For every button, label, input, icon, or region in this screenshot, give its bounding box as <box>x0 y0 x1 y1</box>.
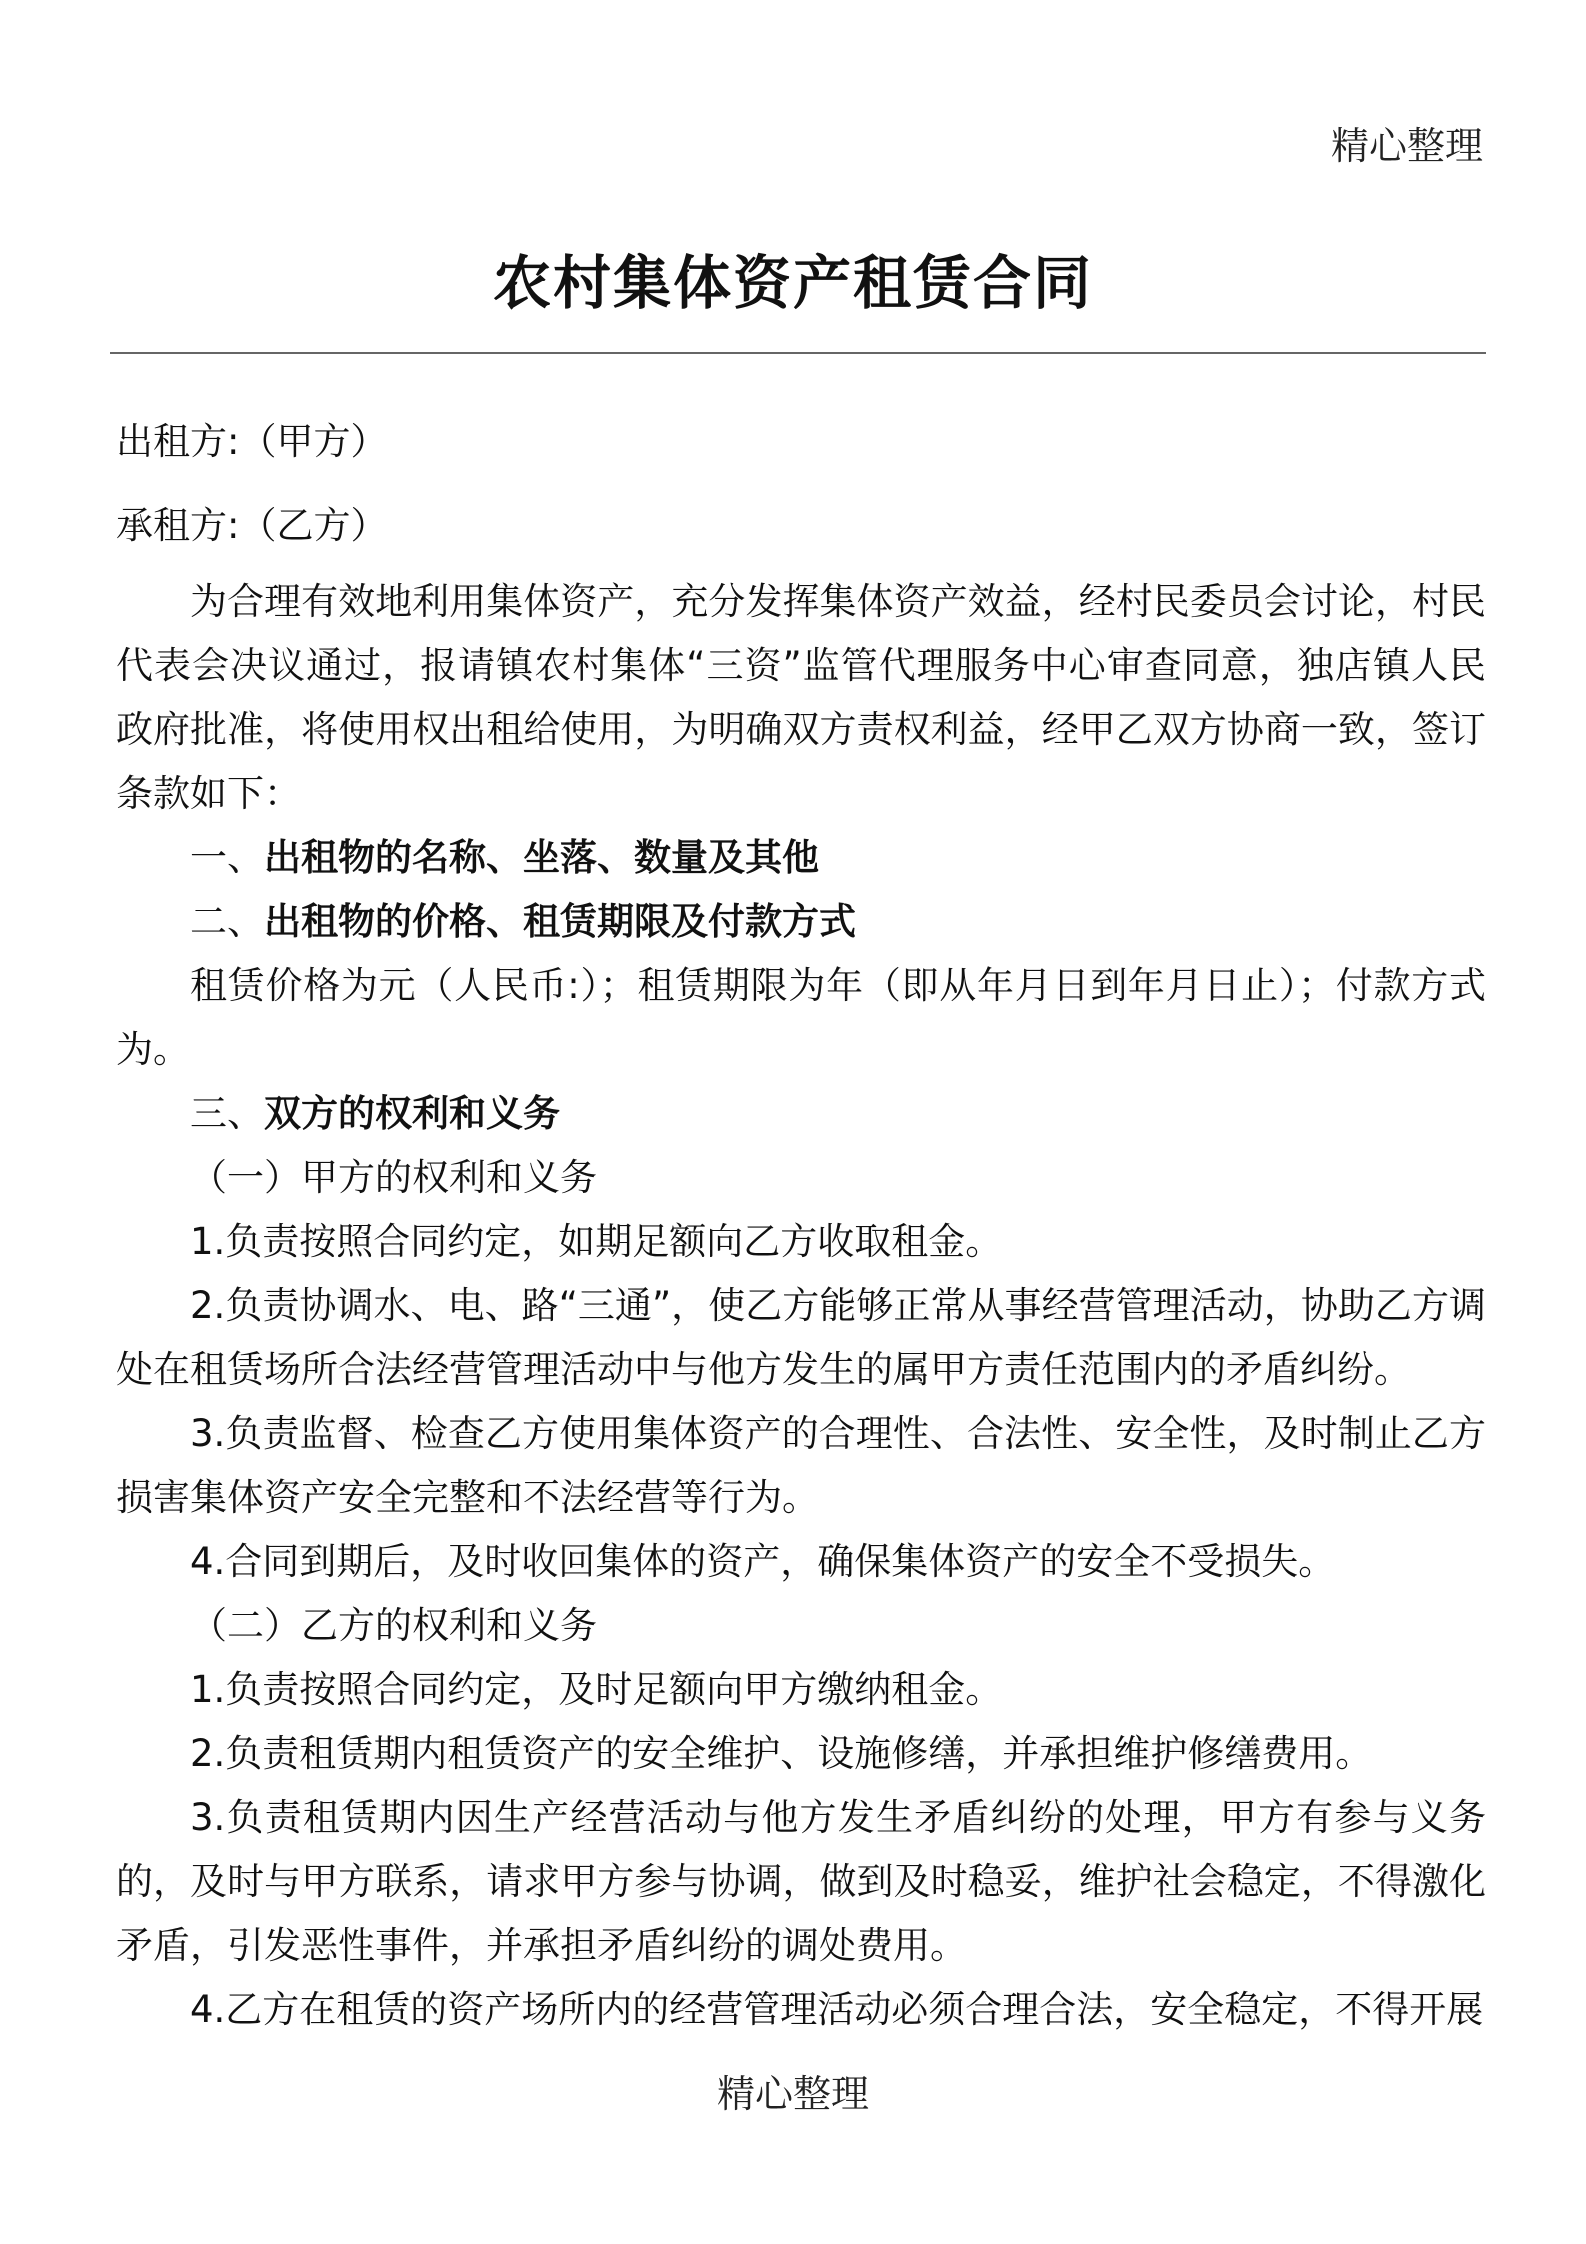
section-number: 二、 <box>190 900 264 943</box>
party-a-item: 4.合同到期后，及时收回集体的资产，确保集体资产的安全不受损失。 <box>190 1540 1336 1583</box>
party-b-item: 1.负责按照合同约定，及时足额向甲方缴纳租金。 <box>190 1668 1003 1711</box>
section-1-heading <box>116 826 1486 890</box>
section-number: 三、 <box>190 1092 264 1135</box>
title-divider <box>110 352 1486 354</box>
document-title: 农村集体资产租赁合同 <box>492 249 1093 317</box>
section-title: 出租物的价格、租赁期限及付款方式 <box>264 900 856 943</box>
party-b-item: 2.负责租赁期内租赁资产的安全维护、设施修缮，并承担维护修缮费用。 <box>190 1732 1373 1775</box>
section-2-heading <box>116 890 1486 954</box>
party-b-item: 4.乙方在租赁的资产场所内的经营管理活动必须合理合法，安全稳定，不得开展 <box>190 1988 1484 2031</box>
contract-body <box>116 410 1486 2042</box>
footer-watermark: 精心整理 <box>716 2072 869 2116</box>
section-title: 双方的权利和义务 <box>264 1092 560 1135</box>
lessee-line: 承租方:（乙方） <box>116 504 388 547</box>
party-a-heading: （一）甲方的权利和义务 <box>190 1156 597 1199</box>
party-b-item: 3.负责租赁期内因生产经营活动与他方发生矛盾纠纷的处理，甲方有参与义务的，及时与甲方联系，请求甲方参与协调，做到及时稳妥，维护社会稳定，不得激化矛盾，引发恶性事件，并承担矛盾纠纷的调处费用。 <box>116 1796 1486 1967</box>
section-number: 一、 <box>190 836 264 879</box>
section-2-paragraph: 租赁价格为元（人民币:）；租赁期限为年（即从年月日到年月日止）；付款方式为。 <box>116 964 1486 1071</box>
section-title: 出租物的名称、坐落、数量及其他 <box>264 836 819 879</box>
party-a-item: 3.负责监督、检查乙方使用集体资产的合理性、合法性、安全性，及时制止乙方损害集体资产安全完整和不法经营等行为。 <box>116 1412 1486 1519</box>
party-a-item: 1.负责按照合同约定，如期足额向乙方收取租金。 <box>190 1220 1003 1263</box>
party-b-heading: （二）乙方的权利和义务 <box>190 1604 597 1647</box>
preamble-paragraph: 为合理有效地利用集体资产，充分发挥集体资产效益，经村民委员会讨论，村民代表会决议通过，报请镇农村集体“三资”监管代理服务中心审查同意，独店镇人民政府批准，将使用权出租给使用，为明确双方责权利益，经甲乙双方协商一致，签订条款如下： <box>116 580 1486 815</box>
lessor-line: 出租方:（甲方） <box>116 420 388 463</box>
section-3-heading <box>116 1082 1486 1146</box>
header-watermark: 精心整理 <box>1330 124 1483 168</box>
party-a-item: 2.负责协调水、电、路“三通”，使乙方能够正常从事经营管理活动，协助乙方调处在租赁场所合法经营管理活动中与他方发生的属甲方责任范围内的矛盾纠纷。 <box>116 1284 1486 1391</box>
